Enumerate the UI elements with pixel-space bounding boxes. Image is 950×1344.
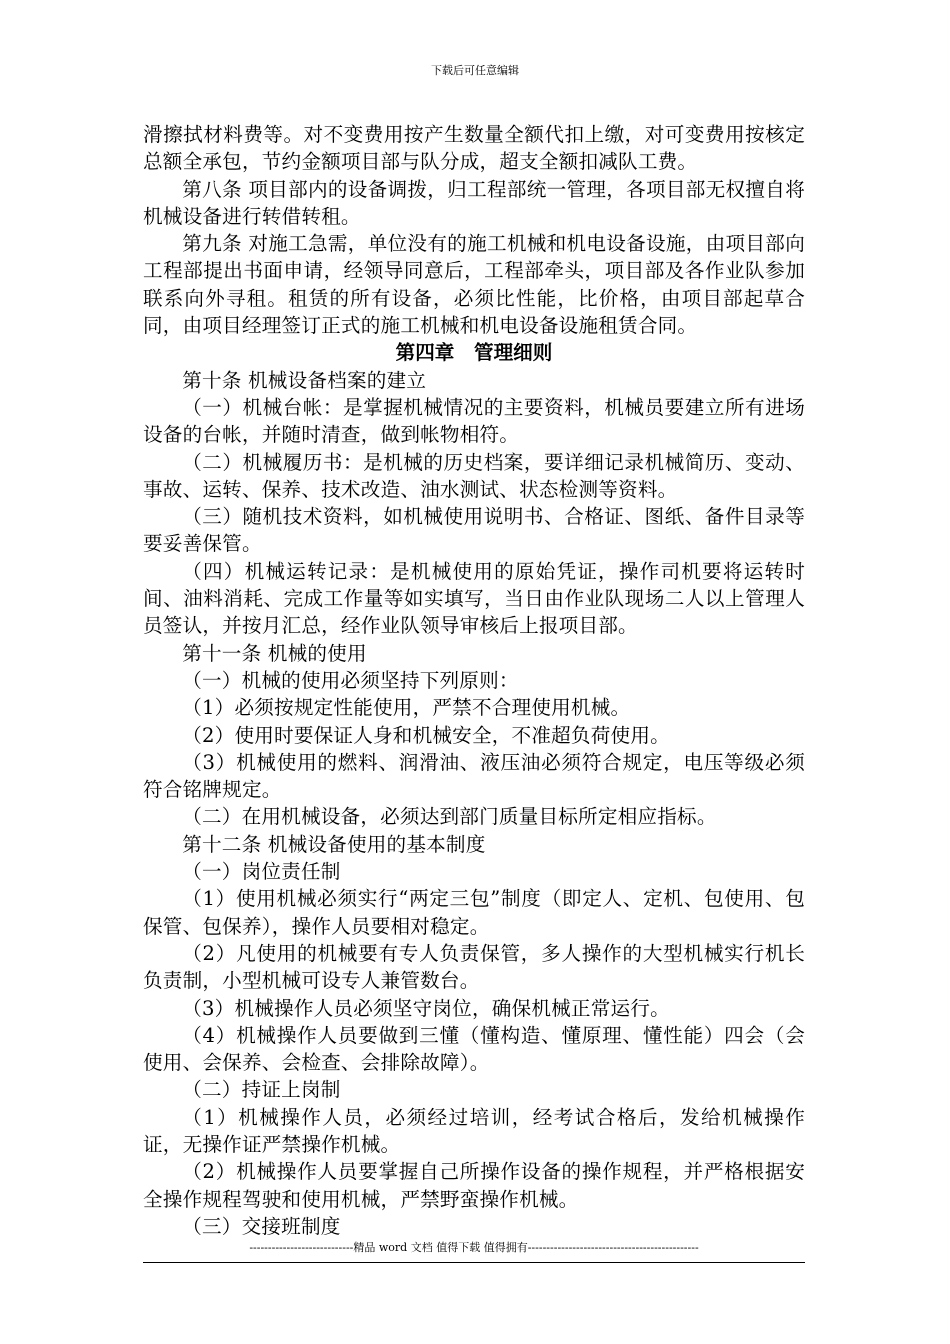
- paragraph: （2）凡使用的机械要有专人负责保管，多人操作的大型机械实行机长负责制，小型机械可设专人兼管数台。: [143, 941, 805, 993]
- paragraph: 第十条 机械设备档案的建立: [182, 368, 427, 392]
- paragraph: （1）必须按规定性能使用，严禁不合理使用机械。: [182, 696, 631, 720]
- paragraph: （二）机械履历书：是机械的历史档案，要详细记录机械简历、变动、事故、运转、保养、技术改造、油水测试、状态检测等资料。: [143, 450, 805, 501]
- paragraph: 滑擦拭材料费等。对不变费用按产生数量全额代扣上缴，对可变费用按核定总额全承包，节约金额项目部与队分成，超支全额扣减队工费。: [143, 123, 805, 174]
- paragraph: 第十二条 机械设备使用的基本制度: [182, 832, 486, 856]
- paragraph: （2）机械操作人员要掌握自己所操作设备的操作规程，并严格根据安全操作规程驾驶和使用机械，严禁野蛮操作机械。: [143, 1160, 805, 1211]
- paragraph: （二）持证上岗制: [182, 1078, 341, 1102]
- document-body: [143, 121, 805, 1240]
- paragraph: （三）随机技术资料，如机械使用说明书、合格证、图纸、备件目录等要妥善保管。: [143, 505, 805, 556]
- paragraph: （四）机械运转记录：是机械使用的原始凭证，操作司机要将运转时间、油料消耗、完成工作量等如实填写，当日由作业队现场二人以上管理人员签认，并按月汇总，经作业队领导审核后上报项目部。: [143, 559, 805, 638]
- paragraph: （二）在用机械设备，必须达到部门质量目标所定相应指标。: [182, 805, 717, 829]
- footer-rule: [143, 1262, 805, 1263]
- paragraph: （2）使用时要保证人身和机械安全，不准超负荷使用。: [182, 723, 670, 747]
- paragraph: （三）交接班制度: [182, 1214, 341, 1238]
- paragraph: （3）机械操作人员必须坚守岗位，确保机械正常运行。: [182, 996, 670, 1020]
- paragraph: （1）使用机械必须实行“两定三包”制度（即定人、定机、包使用、包保管、包保养），操作人员要相对稳定。: [143, 887, 805, 938]
- paragraph: （4）机械操作人员要做到三懂（懂构造、懂原理、懂性能）四会（会使用、会保养、会检查、会排除故障）。: [143, 1023, 805, 1075]
- page-header-note: 下载后可任意编辑: [431, 64, 519, 77]
- paragraph: 第八条 项目部内的设备调拨，归工程部统一管理，各项目部无权擅自将机械设备进行转借转租。: [143, 177, 805, 228]
- paragraph: （一）机械台帐：是掌握机械情况的主要资料，机械员要建立所有进场设备的台帐，并随时清查，做到帐物相符。: [143, 395, 805, 447]
- paragraph: （一）岗位责任制: [182, 860, 341, 884]
- chapter-heading: 第四章 管理细则: [395, 341, 553, 365]
- paragraph: （一）机械的使用必须坚持下列原则：: [182, 668, 519, 692]
- page-footer-text: ----------------------------精品 word 文档 值得下载 值得拥有----------------------------------------------: [249, 1241, 699, 1254]
- paragraph: （3）机械使用的燃料、润滑油、液压油必须符合规定，电压等级必须符合铭牌规定。: [143, 750, 805, 802]
- paragraph: 第九条 对施工急需，单位没有的施工机械和机电设备设施，由项目部向工程部提出书面申请，经领导同意后，工程部牵头，项目部及各作业队参加联系向外寻租。租赁的所有设备，必须比性能，比价格，由项目部起草合同，由项目经理签订正式的施工机械和机电设备设施租赁合同。: [143, 232, 805, 338]
- paragraph: 第十一条 机械的使用: [182, 641, 367, 665]
- paragraph: （1）机械操作人员，必须经过培训，经考试合格后，发给机械操作证，无操作证严禁操作机械。: [143, 1105, 805, 1156]
